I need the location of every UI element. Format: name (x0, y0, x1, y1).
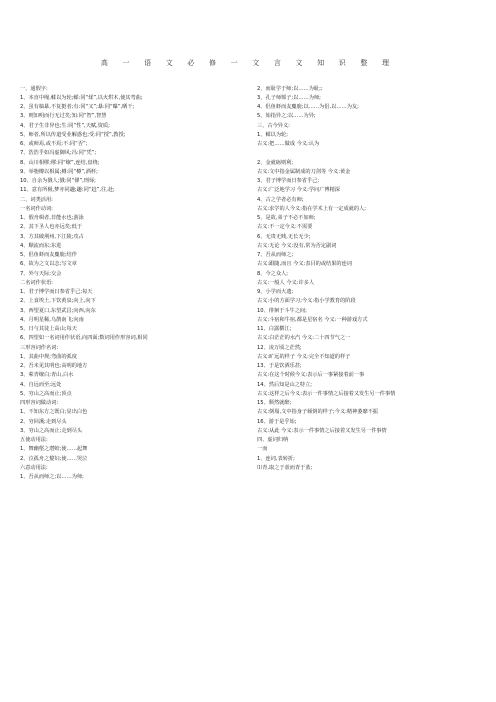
text-line: 13、于是饮酒乐甚; (257, 363, 302, 369)
text-line: 4、顺流而东;东进 (20, 242, 62, 249)
text-line: 二、词类活用: (20, 196, 53, 203)
text-line: 三、古今异义: (257, 122, 290, 129)
text-line: 11、白露横江; (257, 326, 292, 332)
text-line: 2、其下圣人也亦远矣;低于 (20, 224, 83, 231)
text-line: 二名词作状语: (20, 279, 53, 286)
text-line: 5、日与其徒上高山;每天 (20, 326, 77, 332)
text-line: 10、徘徊于斗牛之间; (257, 307, 307, 314)
text-line: 3、孔子师郯子;以……为师; (257, 94, 321, 101)
text-line: 4、月明星稀,乌鹊南飞;向南 (20, 316, 84, 323)
text-line: 古义:广泛地学习 今义:学问广博精深 (257, 187, 340, 194)
text-line: 古义:一般人 今义:许多人 (257, 279, 315, 286)
text-line: 11、意有所极,梦亦同趣;趣:同“趋”,往,赴; (20, 187, 115, 194)
text-line: 六意动用法: (20, 464, 48, 471)
text-line: 7、外与天际;交会 (20, 270, 62, 277)
text-line: 9、举匏樽以相属;樽:同“樽”,酒杯; (20, 168, 98, 175)
text-line: 古义:小的方面学习;今义:指小学教育的阶段 (257, 298, 356, 305)
text-line: 1、其曲中规;弯曲的弧度 (20, 353, 77, 360)
text-line: 8、今之众人; (257, 270, 288, 277)
text-line: 3、方其破荆州,下江陵;攻占 (20, 233, 84, 240)
text-line: 6、故为之文以志;写文章 (20, 261, 77, 268)
text-line: 3、萦青缭白;青山,白水 (20, 372, 74, 379)
text-line: 10、自余为戮人;戮:同“僇”,刑辱; (20, 178, 96, 184)
text-line: 古义:求学的人今义:指在学术上有一定成就的人; (257, 205, 366, 212)
text-line: 2、金就砺则利; (257, 159, 294, 166)
text-line: 6、四望如一名词用作状语,向四面;数词用作形容词,相同 (20, 335, 148, 342)
text-line: 古义:旷远的样子 今义:完全不知道的样子 (257, 353, 351, 360)
text-line: 6、或师焉,或不焉;不:同“否”; (20, 141, 88, 147)
text-line: 5、始指异之;以……为异; (257, 113, 316, 120)
text-line: 古义:无论 今义:没有,常为否定副词 (257, 242, 337, 249)
text-line: 古义:在这个时候今义:表示后一事紧接着前一事 (257, 372, 365, 379)
text-line: ⑴青,取之于蓝而青于蓝; (257, 464, 313, 471)
text-line: 五使动用法: (20, 437, 48, 443)
text-line: 3、则知明而行无过矣;知:同“智”,智慧 (20, 113, 107, 120)
text-line: 16、游于是乎始; (257, 418, 297, 425)
text-line: 古义:从此 今义:表示一件事情之后接着又发生另一件事情 (257, 427, 387, 434)
text-line: 4、自远而至;远处 (20, 381, 62, 388)
text-line: 2、上食埃土,下饮黄泉;向上,向下 (20, 298, 96, 305)
text-line: 6、无贵无贱,无长无少; (257, 233, 311, 240)
text-line: 4、君子生非异也;生:同“性”,天赋,资质; (20, 122, 110, 129)
text-line: 15、颓然就醉; (257, 400, 292, 406)
text-line: 四形容词做动词: (20, 400, 59, 406)
text-line: 1、连词,表转折; (257, 455, 295, 462)
text-line: 2、而耻学于师;以……为耻;; (257, 85, 323, 92)
text-line: 一而 (257, 446, 268, 453)
text-line: 14、然后知是山之特立; (257, 381, 313, 388)
text-line: 1、本直中绳,輮以为轮;輮:同“煣”,以火烘木,使其弯曲; (20, 94, 143, 101)
text-line: 古义:白茫茫的水汽 今义:二十四节气之一 (257, 335, 351, 342)
text-line: 12、凌万顷之茫然; (257, 344, 302, 351)
text-line: 8、山川相缪;缪:同“缭”,连结,盘绕; (20, 159, 100, 166)
text-line: 三形容词作名词: (20, 344, 59, 351)
text-line: 9、小学而大遗; (257, 289, 294, 295)
text-line: 2、虽有槁暴,不复挺者;有:同“又”;暴:同“曝”,晒干; (20, 104, 135, 110)
text-line: 1、舞幽壑之潜蛟;使……起舞 (20, 446, 88, 453)
text-line: 5、是故,弟子不必不如师; (257, 215, 316, 221)
text-line: 5、师者,所以传道受业解惑也;受:同“授”,教授; (20, 131, 126, 138)
text-line: 古义:这样之后今义:表示一件事情之后接着又发生另一件事情 (257, 390, 396, 397)
text-line: 5、穷山之高而止;顶点 (20, 390, 72, 397)
text-line: 4、侣鱼虾而友麋鹿;以……为侣,以……为友; (257, 104, 359, 110)
text-line: 古义:倒塌,文中指身子倾倒的样子;今义:精神萎靡不振 (257, 409, 379, 416)
text-line: 1、君子博学而日参省乎己;每天 (20, 289, 93, 295)
text-line: 古义:文中指金属制成的刀剑等 今义:黄金 (257, 168, 351, 175)
text-line: 古义:跟随,而且 今义:表目的或结果的连词 (257, 261, 352, 268)
text-line: 一名词作动词: (20, 205, 53, 212)
text-line: 7、吾从而师之; (257, 252, 294, 258)
blank-line (257, 149, 491, 158)
text-line: 3、西望夏口,东望武昌;向西,向东 (20, 307, 96, 314)
text-line: 7、浩浩乎如冯虚御风;冯:同“凭”; (20, 150, 97, 157)
text-line: 2、泣孤舟之嫠妇;使……哭泣 (20, 455, 88, 462)
text-line: 5、侣鱼虾而友麋鹿;结伴 (20, 252, 77, 258)
text-line: 2、吾未见其明也;高明的地方 (20, 363, 88, 369)
document-title: 高 一 语 文 必 修 一 文 言 文 知 识 整 理 (100, 59, 396, 67)
text-line: 一、通假字: (20, 85, 48, 92)
text-line: 四、虚词归纳 (257, 437, 289, 443)
text-line: 古义:把……做成 今义:认为 (257, 141, 320, 147)
text-line: 1、吾从而师之;以……为师; (20, 474, 84, 480)
text-line: 2、穷回溪;走到尽头 (20, 418, 67, 425)
text-line: 3、君子博学而日参省乎己; (257, 178, 320, 184)
text-line: 1、不知东方之既白;显出白色 (20, 409, 88, 416)
right-column (257, 85, 491, 474)
text-line: 1、假舟楫者,非能水也;游泳 (20, 215, 84, 221)
left-column (20, 85, 254, 483)
text-line: 4、古之学者必有师; (257, 196, 304, 203)
text-line: 古义:不一定今义:不需要 (257, 224, 313, 231)
text-line: 1、輮以为轮; (257, 131, 288, 138)
text-line: 3、穷山之高而止;走到尽头 (20, 427, 83, 434)
text-line: 古义:斗宿和牛宿,都是星宿名 今义:一种游戏方式 (257, 316, 368, 323)
